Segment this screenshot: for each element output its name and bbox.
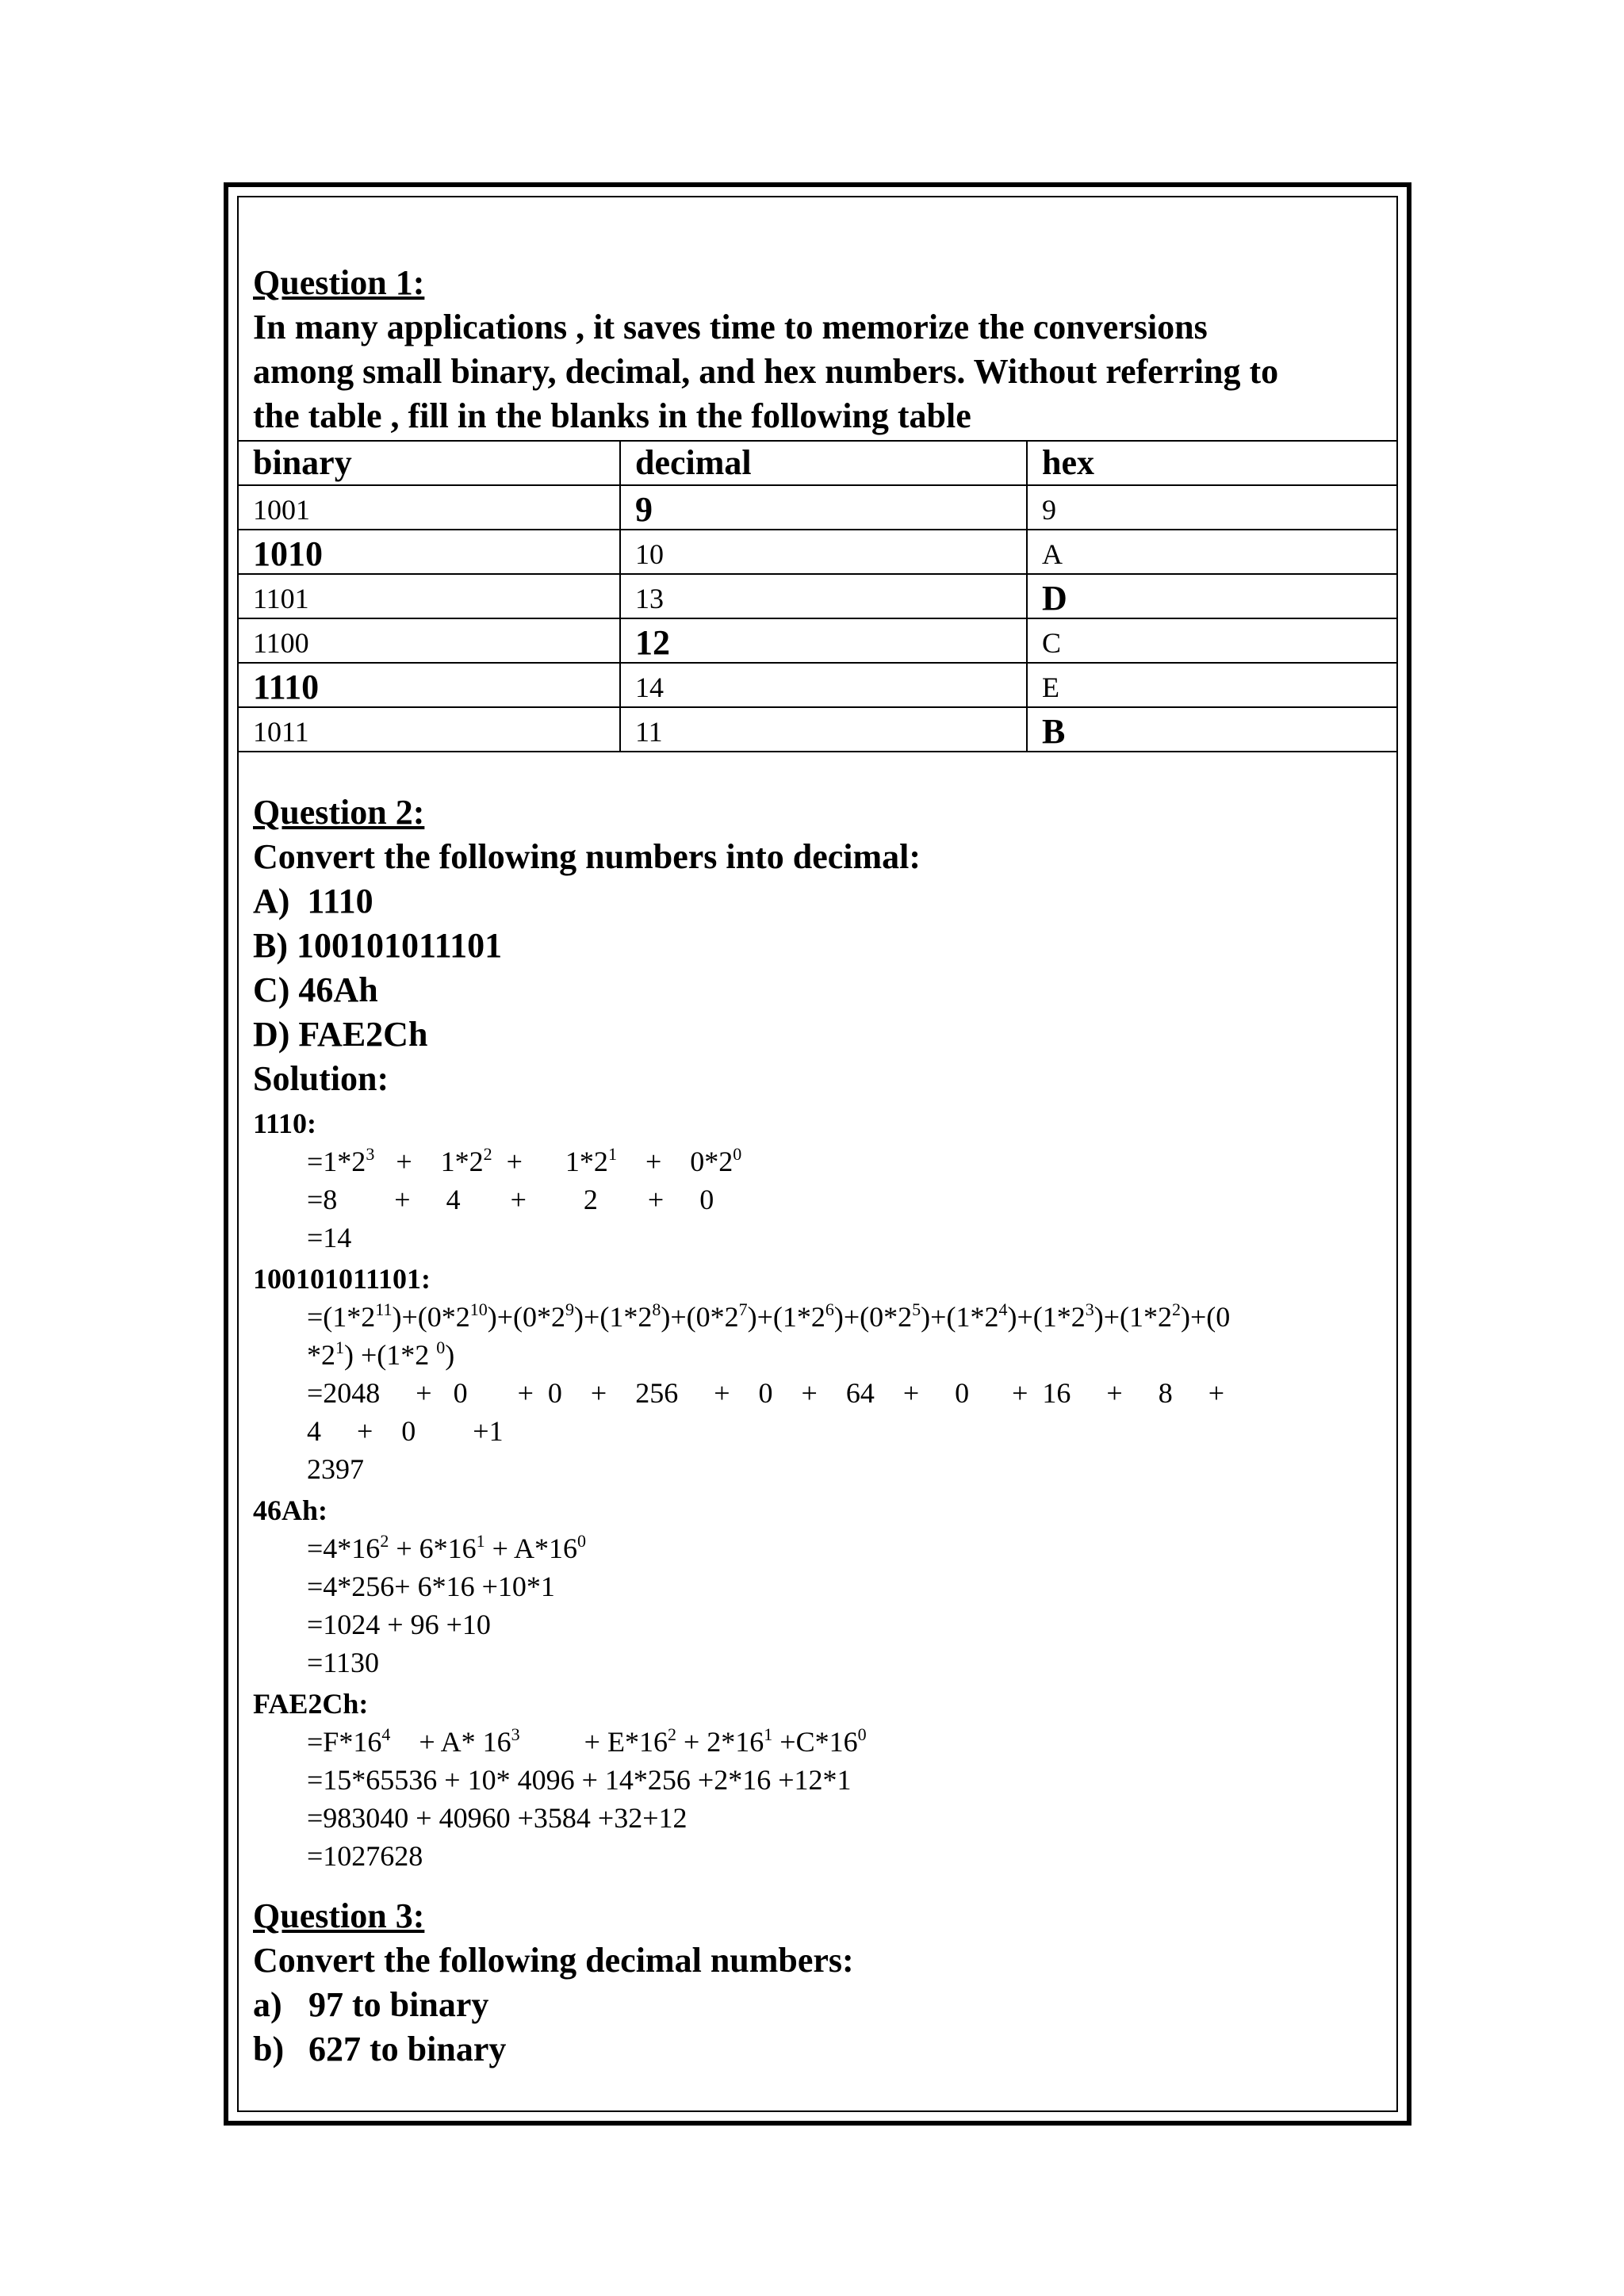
cell-binary: 1011 (239, 707, 620, 752)
question-3-title: Question 3: (253, 1896, 425, 1935)
header-binary: binary (239, 441, 620, 485)
solution-label: Solution: (253, 1059, 389, 1098)
solution-2-expansion: $=(1*2^{11})+(0*2^{10})+(0*2^9)+(1*2^8)+(0*2^7)+(1*2^6)+(0*2^5)+(1*2^4)+(1*2^3)+(1*2^2)+(0$ $*2^1) +(1*2$ $^0$) (307, 1299, 1231, 1371)
question-2-prompt: Convert the following numbers into decimal: (253, 837, 921, 876)
question-1 (239, 261, 1396, 438)
question-3-prompt: Convert the following decimal numbers: (253, 1941, 854, 1980)
solution-4-result: =1027628 (307, 1840, 423, 1872)
solution-4-sum: =983040 + 40960 +3584 +32+12 (307, 1802, 688, 1834)
cell-decimal: 14 (620, 663, 1027, 707)
item-text: 627 to binary (308, 2030, 507, 2068)
question-1-title: Question 1: (253, 263, 425, 302)
document-frame (224, 182, 1411, 2126)
document-inner-frame (237, 196, 1398, 2112)
item-label: b) (253, 2030, 285, 2068)
question-2-title: Question 2: (253, 793, 425, 832)
table-row (239, 574, 1396, 618)
solution-3-heading: 46Ah: (253, 1494, 328, 1526)
solution-3-result: =1130 (307, 1647, 379, 1678)
cell-decimal-answer: 12 (620, 618, 1027, 663)
question-1-intro-line: the table , fill in the blanks in the following table (253, 396, 971, 435)
item-text: 97 to binary (308, 1985, 489, 2024)
cell-decimal: 11 (620, 707, 1027, 752)
table-header-row (239, 441, 1396, 485)
solution-2-result: 2397 (307, 1453, 364, 1485)
question-1-intro-line: In many applications , it saves time to memorize the conversions (253, 308, 1208, 346)
solution-4-expansion: $=F*16^4$ + A* $16^3$ + $E*16^2 + 2*16^1 +C*16^0$ (307, 1724, 867, 1758)
question-2 (239, 790, 1396, 1875)
table-row (239, 707, 1396, 752)
cell-binary-answer: 1110 (239, 663, 620, 707)
cell-decimal-answer: 9 (620, 485, 1027, 530)
question-2-item: A) 1110 (253, 882, 373, 920)
table-row (239, 530, 1396, 574)
cell-hex: A (1027, 530, 1396, 574)
solution-3-values: =4*256+ 6*16 +10*1 (307, 1571, 555, 1602)
solution-3-expansion: $=4*16^2 + 6*16^1 + A*16^0$ (307, 1531, 586, 1564)
cell-binary: 1100 (239, 618, 620, 663)
question-2-item: D) FAE2Ch (253, 1015, 428, 1054)
solution-4-values: =15*65536 + 10* 4096 + 14*256 +2*16 +12*1 (307, 1764, 852, 1796)
solution-1-heading: 1110: (253, 1108, 317, 1139)
question-3-item (253, 1983, 1396, 2027)
solution-2-heading: 100101011101: (253, 1263, 431, 1295)
solution-1-expansion: $=1*2^3$ + $1*2^2$ + $1*2^1$ + $0*2^0$ (307, 1144, 742, 1177)
cell-hex: C (1027, 618, 1396, 663)
conversion-table (239, 440, 1396, 752)
header-decimal: decimal (620, 441, 1027, 485)
item-label: a) (253, 1985, 282, 2024)
question-3 (239, 1894, 1396, 2072)
table-row (239, 485, 1396, 530)
question-2-item: B) 100101011101 (253, 926, 503, 965)
cell-hex-answer: B (1027, 707, 1396, 752)
cell-binary-answer: 1010 (239, 530, 620, 574)
cell-hex-answer: D (1027, 574, 1396, 618)
table-row (239, 618, 1396, 663)
cell-binary: 1101 (239, 574, 620, 618)
cell-decimal: 10 (620, 530, 1027, 574)
solution-4-heading: FAE2Ch: (253, 1688, 369, 1720)
solution-3-sum: =1024 + 96 +10 (307, 1609, 491, 1640)
solution-1-result: =14 (307, 1222, 352, 1253)
cell-hex: 9 (1027, 485, 1396, 530)
question-1-intro-line: among small binary, decimal, and hex numbers. Without referring to (253, 352, 1279, 391)
question-2-item: C) 46Ah (253, 970, 378, 1009)
solution-1-values: =8 + 4 + 2 + 0 (307, 1184, 714, 1215)
cell-decimal: 13 (620, 574, 1027, 618)
cell-binary: 1001 (239, 485, 620, 530)
solution-2-values-cont: 4 + 0 +1 (307, 1415, 504, 1447)
table-row (239, 663, 1396, 707)
header-hex: hex (1027, 441, 1396, 485)
solution-2-values: =2048 + 0 + 0 + 256 + 0 + 64 + 0 + 16 + 8 + (307, 1377, 1225, 1409)
question-3-item (253, 2027, 1396, 2072)
cell-hex: E (1027, 663, 1396, 707)
